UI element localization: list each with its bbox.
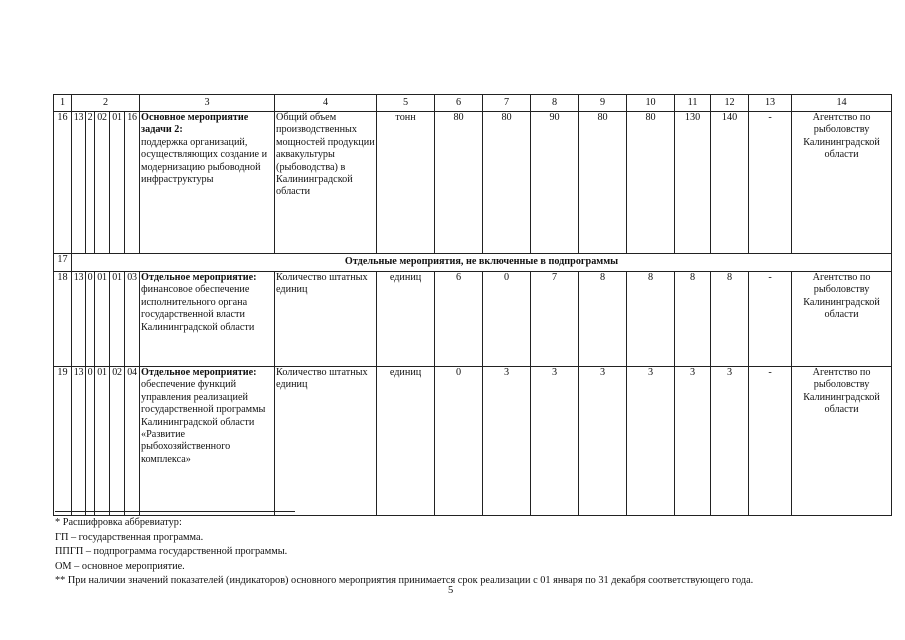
footnote-line: ГП – государственная программа. [55,531,204,543]
value-cell: 3 [711,367,749,516]
code-cell: 01 [110,272,125,367]
activity-description: обеспечение функций управления реализацией государственной программы Калининградской области «Развитие рыбохозяйственного комплекса» [141,379,266,465]
unit-cell: единиц [377,272,435,367]
indicator-cell: Количество штатных единиц [275,272,377,367]
value-cell: 7 [531,272,579,367]
value-cell: 8 [627,272,675,367]
header-cell: 3 [140,95,275,112]
code-cell: 02 [95,112,110,254]
footnote-line: ОМ – основное мероприятие. [55,560,185,572]
section-title: Отдельные мероприятия, не включенные в подпрограммы [72,254,892,272]
value-cell: 140 [711,112,749,254]
header-cell: 9 [579,95,627,112]
activity-title: Отдельное мероприятие: [141,272,257,283]
table-row [54,112,892,254]
header-cell: 5 [377,95,435,112]
value-cell: 3 [675,367,711,516]
row-number: 19 [54,367,72,516]
value-cell: 0 [483,272,531,367]
header-cell: 4 [275,95,377,112]
value-cell: 80 [483,112,531,254]
value-cell: 8 [675,272,711,367]
value-cell: 3 [483,367,531,516]
footnote-line: ППГП – подпрограмма государственной программы. [55,546,288,558]
activity-name-cell [140,112,275,254]
activity-name-cell [140,367,275,516]
unit-cell: тонн [377,112,435,254]
footnotes [55,516,885,589]
footnote-line: ** При наличии значений показателей (индикаторов) основного мероприятия принимается срок реализации с 01 января по 31 декабря соответствующего года. [55,575,754,587]
row-number: 16 [54,112,72,254]
value-cell: 90 [531,112,579,254]
code-cell: 02 [110,367,125,516]
value-cell: 80 [579,112,627,254]
table-header-row [54,95,892,112]
header-cell: 12 [711,95,749,112]
code-cell: 2 [86,112,95,254]
indicator-cell: Общий объем производственных мощностей продукции аквакультуры (рыбоводства) в Калининградской области [275,112,377,254]
value-cell: - [749,367,792,516]
row-number: 17 [54,254,72,272]
executor-cell: Агентство по рыболовству Калининградской области [792,112,892,254]
header-cell: 11 [675,95,711,112]
header-cell: 7 [483,95,531,112]
section-row [54,254,892,272]
value-cell: 0 [435,367,483,516]
code-cell: 13 [72,272,86,367]
value-cell: 130 [675,112,711,254]
table-row [54,367,892,516]
code-cell: 16 [125,112,140,254]
indicator-cell: Количество штатных единиц [275,367,377,516]
header-cell: 13 [749,95,792,112]
header-cell: 2 [72,95,140,112]
code-cell: 04 [125,367,140,516]
value-cell: - [749,272,792,367]
header-cell: 1 [54,95,72,112]
footnote-separator [55,511,295,512]
executor-cell: Агентство по рыболовству Калининградской области [792,367,892,516]
header-cell: 6 [435,95,483,112]
header-cell: 8 [531,95,579,112]
header-cell: 10 [627,95,675,112]
value-cell: 3 [579,367,627,516]
value-cell: 80 [435,112,483,254]
code-cell: 0 [86,272,95,367]
footnote-line: * Расшифровка аббревиатур: [55,517,182,528]
code-cell: 03 [125,272,140,367]
value-cell: 3 [531,367,579,516]
value-cell: 80 [627,112,675,254]
code-cell: 01 [95,367,110,516]
code-cell: 13 [72,367,86,516]
indicators-table [53,94,892,516]
code-cell: 01 [95,272,110,367]
row-number: 18 [54,272,72,367]
unit-cell: единиц [377,367,435,516]
value-cell: 8 [579,272,627,367]
code-cell: 01 [110,112,125,254]
table-row [54,272,892,367]
activity-description: финансовое обеспечение исполнительного органа государственной власти Калининградской области [141,284,255,333]
value-cell: - [749,112,792,254]
executor-cell: Агентство по рыболовству Калининградской области [792,272,892,367]
value-cell: 3 [627,367,675,516]
code-cell: 13 [72,112,86,254]
activity-description: поддержка организаций, осуществляющих создание и модернизацию рыбоводной инфраструктуры [141,136,268,186]
activity-title: Основное мероприятие задачи 2: [141,112,249,136]
value-cell: 6 [435,272,483,367]
header-cell: 14 [792,95,892,112]
code-cell: 0 [86,367,95,516]
page-number: 5 [448,585,454,596]
value-cell: 8 [711,272,749,367]
activity-title: Отдельное мероприятие: [141,367,257,378]
activity-name-cell [140,272,275,367]
